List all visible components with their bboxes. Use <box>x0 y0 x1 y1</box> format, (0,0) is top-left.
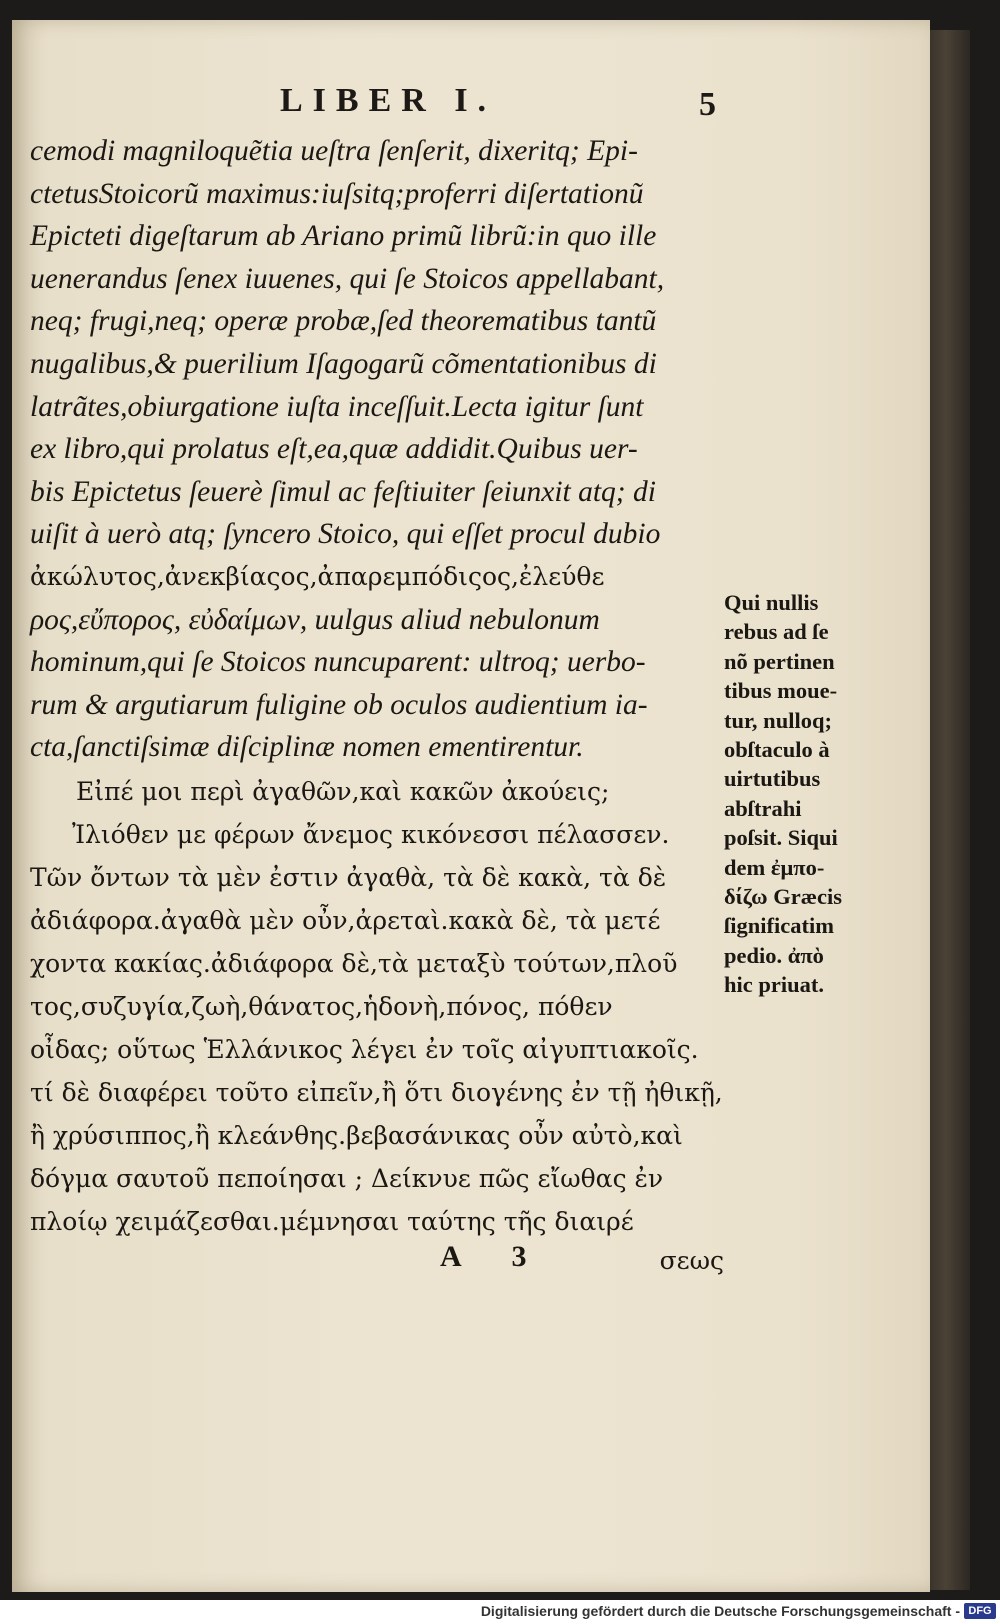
greek-line: Τῶν ὄντων τὰ μὲν ἐστιν ἀγαθὰ, τὰ δὲ κακὰ, τὰ δὲ <box>30 863 667 892</box>
digitization-credit-bar <box>0 1600 1000 1624</box>
marginal-line: hic priuat. <box>724 972 825 998</box>
text-line: uenerandus ſenex iuuenes, qui ſe Stoicos appellabant, <box>30 262 665 295</box>
greek-line: οἶδας; οὕτως Ἑλλάνικος λέγει ἐν τοῖς αἰγυπτιακοῖς. <box>30 1035 699 1064</box>
text-line: nugalibus,& puerilium Iſagogarũ cõmentationibus di <box>30 347 657 380</box>
text-line: latrãtes,obiurgatione iuſta inceſſuit.Lecta igitur ſunt <box>30 390 644 423</box>
greek-line: πλοίῳ χειμάζεσθαι.μέμνησαι ταύτης τῆς διαιρέ <box>30 1207 634 1236</box>
marginal-line: uirtutibus <box>724 766 821 792</box>
marginal-line: nõ pertinen <box>724 648 835 674</box>
marginal-line: ſignificatim <box>724 913 834 939</box>
marginal-line: Qui nullis <box>724 590 819 615</box>
greek-line: ἀδιάφορα.ἀγαθὰ μὲν οὖν,ἀρεταὶ.κακὰ δὲ, τὰ μετέ <box>30 906 661 935</box>
running-head: LIBER I. <box>280 82 497 119</box>
text-line: Epicteti digeſtarum ab Ariano primũ librũ:in quo ille <box>30 220 657 253</box>
greek-line: τί δὲ διαφέρει τοῦτο εἰπεῖν,ἢ ὅτι διογένης ἐν τῇ ἠθικῇ, <box>30 1078 723 1107</box>
greek-text-block <box>30 770 723 1243</box>
text-line: cemodi magniloquẽtia ueſtra ſenſerit, dixeritq; Epi- <box>30 135 638 167</box>
text-line: hominum,qui ſe Stoicos nuncuparent: ultroq; uerbo- <box>30 646 646 679</box>
facing-page-edge <box>930 30 970 1590</box>
text-line: bis Epictetus ſeuerè ſimul ac feſtiuiter ſeiunxit atq; di <box>30 475 656 508</box>
marginal-line: abſtrahi <box>724 795 802 821</box>
page-footer <box>440 1240 730 1286</box>
text-line: cta,ſanctiſsimæ diſciplinæ nomen ementirentur. <box>30 731 584 764</box>
text-line: ρος,εὔπορος, εὐδαίμων, uulgus aliud nebulonum <box>30 603 600 636</box>
signature-mark: A 3 <box>440 1240 549 1273</box>
latin-text-block <box>30 130 720 769</box>
marginal-note <box>724 588 924 999</box>
text-line: rum & argutiarum fuligine ob oculos audientium ia- <box>30 688 648 721</box>
text-line: uiſit à uerò atq; ſyncero Stoico, qui eſſet procul dubio <box>30 518 661 551</box>
text-line: neq; frugi,neq; operæ probæ,ſed theorematibus tantũ <box>30 305 657 338</box>
greek-line: τος,συζυγία,ζωὴ,θάνατος,ἡδονὴ,πόνος, πόθεν <box>30 992 613 1021</box>
marginal-line: δίζω Græcis <box>724 883 842 909</box>
greek-line: δόγμα σαυτοῦ πεποίησαι ; Δείκνυε πῶς εἴωθας ἐν <box>30 1164 664 1193</box>
greek-line: ἢ χρύσιππος,ἢ κλεάνθης.βεβασάνικας οὖν αὐτὸ,καὶ <box>30 1121 683 1150</box>
page-number: 5 <box>699 86 716 123</box>
catchword: σεως <box>659 1246 724 1275</box>
greek-line: Εἰπέ μοι περὶ ἀγαθῶν,καὶ κακῶν ἀκούεις; <box>76 777 610 806</box>
page-header <box>268 78 728 128</box>
dfg-logo: DFG <box>964 1603 996 1619</box>
text-line: ex libro,qui prolatus eſt,ea,quæ addidit.Quibus uer- <box>30 433 638 466</box>
marginal-line: tibus moue- <box>724 678 838 704</box>
marginal-line: dem ἐμπο- <box>724 854 825 880</box>
greek-line: Ἰλιόθεν με φέρων ἄνεμος κικόνεσσι πέλασσεν. <box>72 820 670 849</box>
credit-text: Digitalisierung gefördert durch die Deutsche Forschungsgemeinschaft - <box>480 1603 960 1619</box>
marginal-line: pedio. ἀπὸ <box>724 942 824 968</box>
text-line: ἀκώλυτος,ἀνεκβίαςος,ἀπαρεμπόδιςος,ἐλεύθε <box>30 561 605 591</box>
text-line: ctetusStoicorũ maximus:iuſsitq;proferri diſertationũ <box>30 177 644 210</box>
marginal-line: poſsit. Siqui <box>724 825 838 851</box>
marginal-line: obſtaculo à <box>724 736 830 762</box>
marginal-line: rebus ad ſe <box>724 619 829 645</box>
marginal-line: tur, nulloq; <box>724 707 832 733</box>
greek-line: χοντα κακίας.ἀδιάφορα δὲ,τὰ μεταξὺ τούτων,πλοῦ <box>30 949 678 978</box>
